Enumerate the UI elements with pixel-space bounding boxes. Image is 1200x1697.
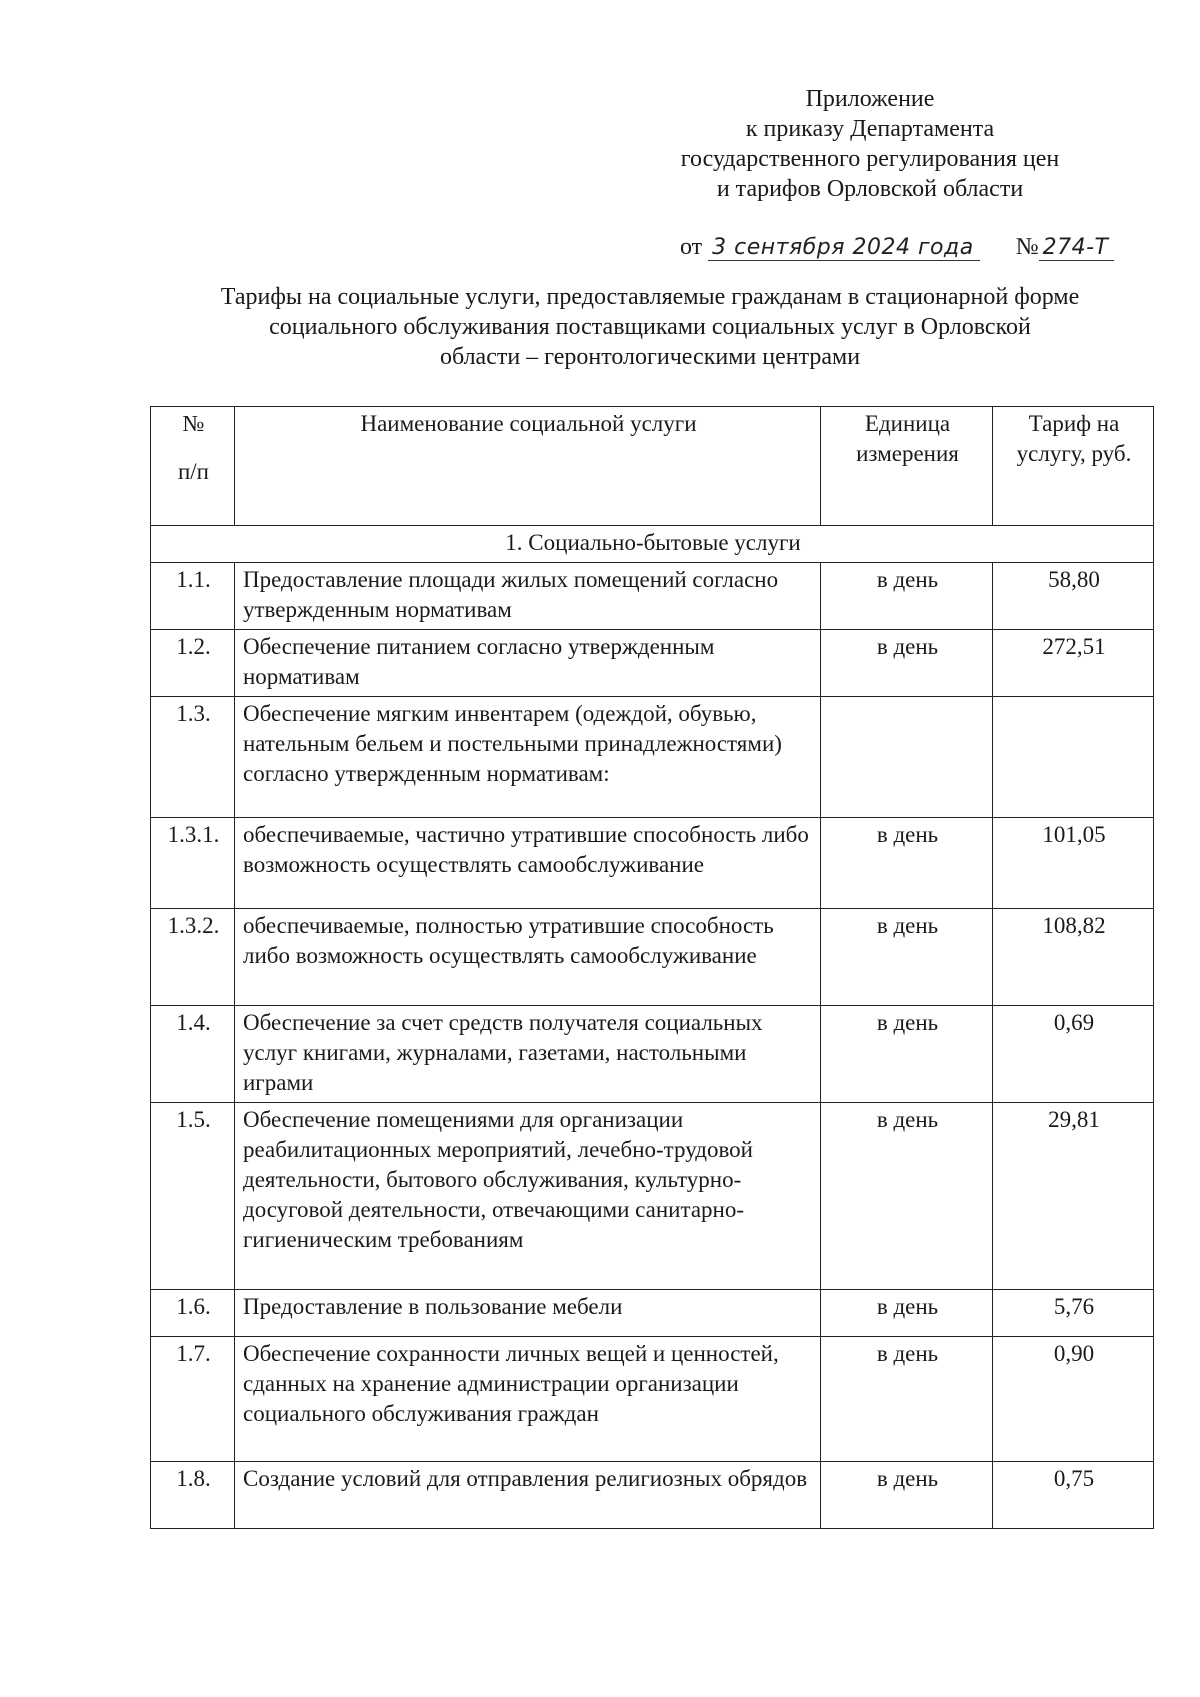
header-number xyxy=(151,407,235,526)
tariffs-table xyxy=(150,406,1154,1529)
row-number: 1.3.2. xyxy=(151,909,235,1006)
header-unit: Единица измерения xyxy=(821,407,993,526)
row-service-name: Предоставление площади жилых помещений согласно утвержденным нормативам xyxy=(235,563,821,630)
order-date-number xyxy=(680,234,1120,261)
section-row xyxy=(151,526,1154,563)
row-service-name: обеспечиваемые, частично утратившие способность либо возможность осуществлять самообслуживание xyxy=(235,818,821,909)
appendix-line: и тарифов Орловской области xyxy=(716,176,1024,202)
row-tariff: 0,90 xyxy=(993,1337,1154,1462)
header-tariff: Тариф на услугу, руб. xyxy=(993,407,1154,526)
table-header-row xyxy=(151,407,1154,526)
row-unit: в день xyxy=(821,563,993,630)
table-row xyxy=(151,818,1154,909)
row-unit: в день xyxy=(821,1462,993,1529)
table-row xyxy=(151,1290,1154,1337)
table-row xyxy=(151,563,1154,630)
appendix-line: государственного регулирования цен xyxy=(680,146,1060,172)
row-unit: в день xyxy=(821,630,993,697)
header-service-name: Наименование социальной услуги xyxy=(235,407,821,526)
section-title: 1. Социально-бытовые услуги xyxy=(151,526,1154,563)
row-unit: в день xyxy=(821,1337,993,1462)
row-service-name: Обеспечение за счет средств получателя социальных услуг книгами, журналами, газетами, настольными играми xyxy=(235,1006,821,1103)
row-tariff: 29,81 xyxy=(993,1103,1154,1290)
row-tariff: 101,05 xyxy=(993,818,1154,909)
appendix-block xyxy=(600,84,1140,204)
row-number: 1.5. xyxy=(151,1103,235,1290)
order-number-label: № xyxy=(1015,234,1039,260)
appendix-line: к приказу Департамента xyxy=(745,116,995,142)
title-line: Тарифы на социальные услуги, предоставляемые гражданам в стационарной форме xyxy=(220,284,1080,310)
header-number-sign: № xyxy=(182,411,205,436)
document-title xyxy=(150,282,1150,372)
appendix-line: Приложение xyxy=(805,86,935,112)
title-line: социального обслуживания поставщиками социальных услуг в Орловской xyxy=(269,314,1031,340)
row-unit xyxy=(821,697,993,818)
row-tariff: 58,80 xyxy=(993,563,1154,630)
row-service-name: Обеспечение питанием согласно утвержденным нормативам xyxy=(235,630,821,697)
row-tariff: 272,51 xyxy=(993,630,1154,697)
row-unit: в день xyxy=(821,909,993,1006)
row-tariff: 0,75 xyxy=(993,1462,1154,1529)
row-number: 1.1. xyxy=(151,563,235,630)
row-service-name: Создание условий для отправления религиозных обрядов xyxy=(235,1462,821,1529)
row-number: 1.8. xyxy=(151,1462,235,1529)
title-line: области – геронтологическими центрами xyxy=(439,344,861,370)
table-row xyxy=(151,1006,1154,1103)
row-service-name: Предоставление в пользование мебели xyxy=(235,1290,821,1337)
row-tariff xyxy=(993,697,1154,818)
row-number: 1.3. xyxy=(151,697,235,818)
table-row xyxy=(151,1337,1154,1462)
order-from-label: от xyxy=(680,234,703,260)
table-row xyxy=(151,697,1154,818)
row-number: 1.6. xyxy=(151,1290,235,1337)
row-tariff: 5,76 xyxy=(993,1290,1154,1337)
row-unit: в день xyxy=(821,1103,993,1290)
table-row xyxy=(151,630,1154,697)
row-service-name: Обеспечение мягким инвентарем (одеждой, обувью, нательным бельем и постельными принадлежностями) согласно утвержденным нормативам: xyxy=(235,697,821,818)
table-row xyxy=(151,909,1154,1006)
row-number: 1.3.1. xyxy=(151,818,235,909)
row-service-name: Обеспечение сохранности личных вещей и ценностей, сданных на хранение администрации организации социального обслуживания граждан xyxy=(235,1337,821,1462)
row-tariff: 0,69 xyxy=(993,1006,1154,1103)
row-unit: в день xyxy=(821,1290,993,1337)
row-number: 1.7. xyxy=(151,1337,235,1462)
order-number-handwritten: 274-Т xyxy=(1039,235,1115,261)
row-service-name: обеспечиваемые, полностью утратившие способность либо возможность осуществлять самообслуживание xyxy=(235,909,821,1006)
order-date-handwritten: 3 сентября 2024 года xyxy=(708,235,980,261)
row-unit: в день xyxy=(821,818,993,909)
table-row xyxy=(151,1462,1154,1529)
table-row xyxy=(151,1103,1154,1290)
row-service-name: Обеспечение помещениями для организации реабилитационных мероприятий, лечебно-трудовой деятельности, бытового обслуживания, культурно-досуговой деятельности, отвечающими санитарно-гигиеническим требованиям xyxy=(235,1103,821,1290)
row-unit: в день xyxy=(821,1006,993,1103)
row-tariff: 108,82 xyxy=(993,909,1154,1006)
row-number: 1.4. xyxy=(151,1006,235,1103)
row-number: 1.2. xyxy=(151,630,235,697)
header-number-pp: п/п xyxy=(177,459,209,484)
